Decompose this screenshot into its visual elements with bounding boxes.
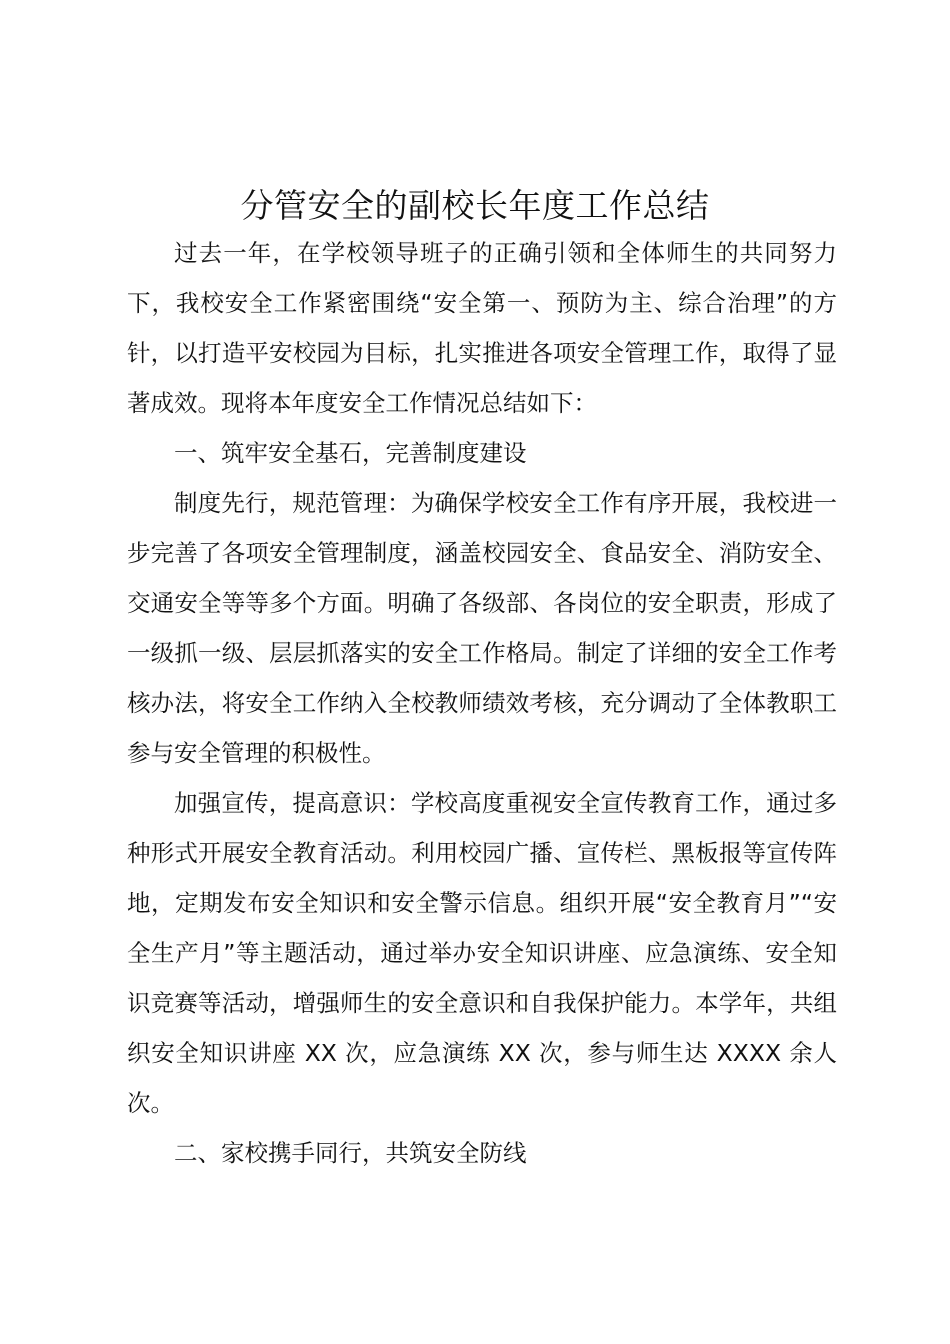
section-heading-2: 二、家校携手同行，共筑安全防线 bbox=[174, 1139, 527, 1167]
document-title: 分管安全的副校长年度工作总结 bbox=[240, 186, 710, 225]
document-body bbox=[127, 228, 837, 1178]
publicity-paragraph: 加强宣传，提高意识：学校高度重视安全宣传教育工作，通过多种形式开展安全教育活动。利用校园广播、宣传栏、黑板报等宣传阵地，定期发布安全知识和安全警示信息。组织开展“安全教育月”“安全生产月”等主题活动，通过举办安全知识讲座、应急演练、安全知识竞赛等活动，增强师生的安全意识和自我保护能力。本学年，共组织安全知识讲座 XX 次，应急演练 XX 次，参与师生达 XXXX 余人次。 bbox=[127, 789, 837, 1117]
intro-paragraph: 过去一年，在学校领导班子的正确引领和全体师生的共同努力下，我校安全工作紧密围绕“安全第一、预防为主、综合治理”的方针，以打造平安校园为目标，扎实推进各项安全管理工作，取得了显著成效。现将本年度安全工作情况总结如下： bbox=[127, 239, 837, 417]
section-heading-1: 一、筑牢安全基石，完善制度建设 bbox=[174, 439, 527, 467]
system-building-paragraph: 制度先行，规范管理：为确保学校安全工作有序开展，我校进一步完善了各项安全管理制度，涵盖校园安全、食品安全、消防安全、交通安全等等多个方面。明确了各级部、各岗位的安全职责，形成了一级抓一级、层层抓落实的安全工作格局。制定了详细的安全工作考核办法，将安全工作纳入全校教师绩效考核，充分调动了全体教职工参与安全管理的积极性。 bbox=[127, 489, 837, 767]
